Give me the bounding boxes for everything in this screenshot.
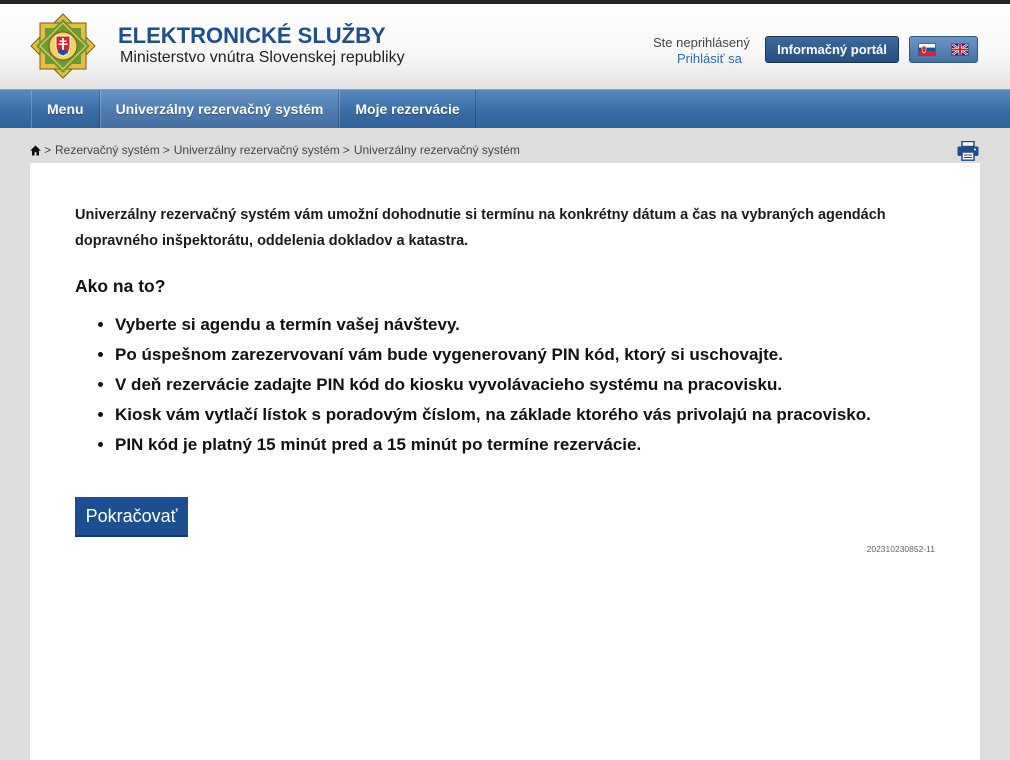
- list-item: • PIN kód je platný 15 minút pred a 15 minút po termíne rezervácie.: [115, 430, 935, 460]
- information-portal-button[interactable]: Informačný portál: [765, 36, 899, 63]
- version-label: 202310230852-11: [866, 544, 935, 554]
- steps-list: [75, 310, 935, 460]
- site-title: ELEKTRONICKÉ SLUŽBY: [118, 23, 386, 48]
- breadcrumb-separator: >: [342, 143, 350, 157]
- nav-items: [31, 90, 476, 128]
- breadcrumb-item-universal-reservation-system[interactable]: Univerzálny rezervačný systém: [173, 143, 340, 157]
- intro-text: Univerzálny rezervačný systém vám umožní dohodnutie si termínu na konkrétny dátum a čas na vybraných agendách dopravného inšpektorátu, oddelenia dokladov a katastra.: [75, 207, 886, 249]
- breadcrumb-item-reservation-system[interactable]: Rezervačný systém: [55, 143, 160, 157]
- login-status: Ste neprihlásený: [653, 35, 750, 50]
- uk-flag-icon[interactable]: [944, 37, 978, 62]
- breadcrumb: [30, 143, 520, 157]
- breadcrumb-current-page: Univerzálny rezervačný systém: [353, 143, 520, 157]
- slovak-flag-icon[interactable]: [910, 37, 944, 62]
- main-navigation: [0, 89, 1010, 128]
- login-link[interactable]: Prihlásiť sa: [677, 51, 742, 66]
- nav-item-my-reservations[interactable]: Moje rezervácie: [339, 90, 475, 128]
- nav-item-menu[interactable]: Menu: [31, 90, 100, 128]
- breadcrumb-separator: >: [44, 143, 52, 157]
- site-subtitle: Ministerstvo vnútra Slovenskej republiky: [120, 49, 405, 66]
- main-content-panel: [30, 163, 980, 760]
- state-emblem-logo: [30, 13, 96, 79]
- site-header: [0, 0, 1010, 89]
- list-item: • Po úspešnom zarezervovaní vám bude vygenerovaný PIN kód, ktorý si uschovajte.: [115, 340, 935, 370]
- printer-icon[interactable]: [957, 141, 979, 161]
- language-switcher: [909, 36, 978, 63]
- top-bar: [0, 0, 1010, 4]
- how-to-heading: Ako na to?: [75, 276, 166, 296]
- nav-item-universal-reservation-system[interactable]: Univerzálny rezervačný systém: [100, 90, 340, 128]
- breadcrumb-separator: >: [162, 143, 170, 157]
- home-icon[interactable]: [30, 145, 41, 156]
- continue-button[interactable]: Pokračovať: [75, 497, 188, 537]
- list-item: • Vyberte si agendu a termín vašej návštevy.: [115, 310, 935, 340]
- list-item: • Kiosk vám vytlačí lístok s poradovým číslom, na základe ktorého vás privolajú na pracovisko.: [115, 400, 935, 430]
- list-item: • V deň rezervácie zadajte PIN kód do kiosku vyvolávacieho systému na pracovisku.: [115, 370, 935, 400]
